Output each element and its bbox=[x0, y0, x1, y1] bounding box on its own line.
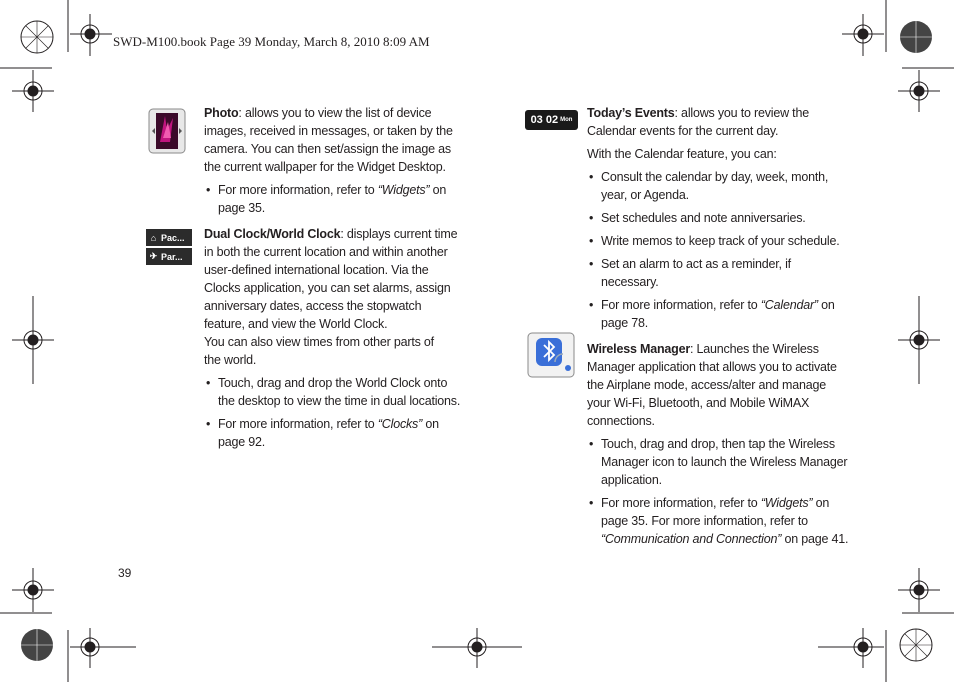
airplane-icon: ✈ bbox=[149, 251, 158, 261]
clock-bullet-1: • Touch, drag and drop the World Clock onto the desktop to view the time in dual locations. bbox=[204, 374, 464, 410]
dual-clock-widget-icon bbox=[146, 229, 192, 265]
events-bullet-2: • Set schedules and note anniversaries. bbox=[587, 209, 849, 227]
clock-description-2: You can also view times from other parts of the world. bbox=[204, 335, 434, 367]
events-reference: • For more information, refer to “Calendar” on page 78. bbox=[587, 296, 849, 332]
events-description: Today’s Events: allows you to review the Calendar events for the current day. bbox=[587, 106, 809, 138]
travel-clock-row: ✈ Par... bbox=[146, 248, 192, 265]
wireless-bullet-1: • Touch, drag and drop, then tap the Wireless Manager icon to launch the Wireless Manager application. bbox=[587, 435, 849, 489]
events-intro: With the Calendar feature, you can: bbox=[587, 147, 777, 161]
left-column bbox=[204, 104, 464, 456]
home-clock-row: ⌂ Pac... bbox=[146, 229, 192, 246]
clock-reference: • For more information, refer to “Clocks” on page 92. bbox=[204, 415, 464, 451]
clock-description: Dual Clock/World Clock: displays current time in both the current location and within another user-defined international location. Via the Clocks application, you can set alarms, assign anniversary dates, access the stopwatch feature, and view the World Clock. bbox=[204, 227, 458, 331]
wireless-description: Wireless Manager: Launches the Wireless Manager application that allows you to activate the Airplane mode, access/alter and manage your Wi-Fi, Bluetooth, and Mobile WiMAX connections. bbox=[587, 342, 837, 428]
wireless-manager-widget-icon bbox=[527, 332, 575, 383]
wireless-reference: • For more information, refer to “Widgets” on page 35. For more information, refer to “Communication and Connection” on page 41. bbox=[587, 494, 849, 548]
events-bullet-3: • Write memos to keep track of your schedule. bbox=[587, 232, 849, 250]
photo-description: Photo: allows you to view the list of device images, received in messages, or taken by the camera. You can then set/assign the image as the current wallpaper for the Widget Desktop. bbox=[204, 106, 453, 174]
todays-events-widget-icon: 03 02 Mon bbox=[525, 110, 578, 130]
right-column bbox=[587, 104, 849, 553]
photo-widget-icon bbox=[148, 108, 186, 159]
photo-reference: • For more information, refer to “Widgets” on page 35. bbox=[204, 181, 464, 217]
page-header: SWD-M100.book Page 39 Monday, March 8, 2010 8:09 AM bbox=[113, 34, 430, 49]
home-icon: ⌂ bbox=[150, 232, 157, 243]
page-number: 39 bbox=[118, 566, 132, 580]
events-bullet-1: • Consult the calendar by day, week, month, year, or Agenda. bbox=[587, 168, 849, 204]
events-bullet-4: • Set an alarm to act as a reminder, if necessary. bbox=[587, 255, 849, 291]
